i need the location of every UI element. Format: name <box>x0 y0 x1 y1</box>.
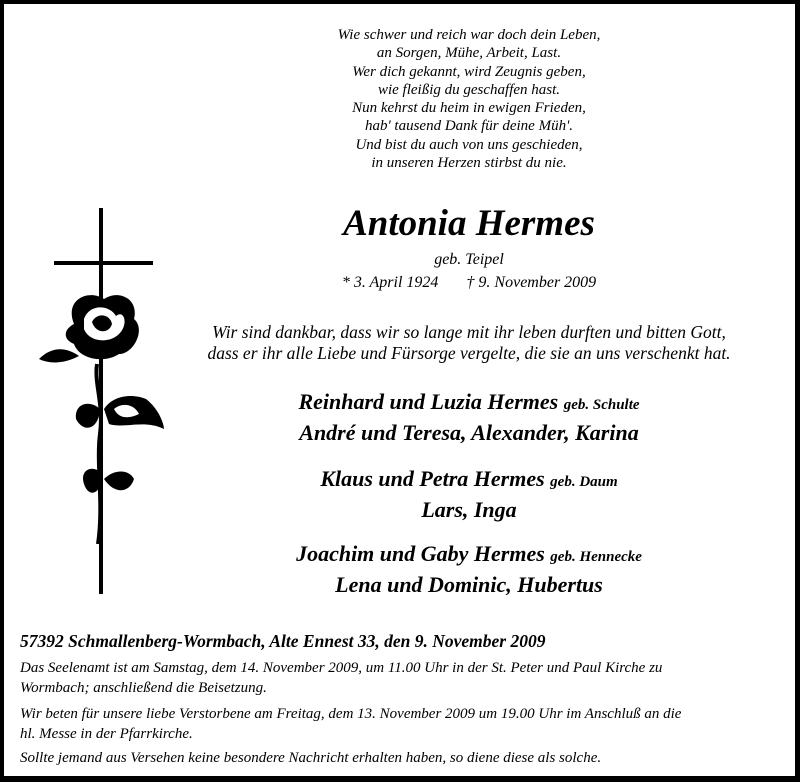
maiden-name: geb. Teipel <box>434 251 504 268</box>
poem-line: hab' tausend Dank für deine Müh'. <box>364 118 574 135</box>
deceased-name: Antonia Hermes <box>343 203 595 244</box>
poem-line: wie fleißig du geschaffen hast. <box>377 81 561 98</box>
thanks-line: Wir sind dankbar, dass wir so lange mit ihr leben durften und bitten Gott, <box>212 322 726 342</box>
family-children: André und Teresa, Alexander, Karina <box>299 420 639 445</box>
thanks-line: dass er ihr alle Liebe und Fürsorge vergelte, die sie an uns verschenkt hat. <box>207 343 731 363</box>
thanks-text <box>174 322 764 364</box>
life-dates <box>174 273 764 293</box>
family-nee: geb. Daum <box>550 474 618 490</box>
family-group <box>174 540 764 599</box>
poem-line: Und bist du auch von uns geschieden, <box>355 136 583 153</box>
family-parents: Klaus und Petra Hermes <box>320 466 545 491</box>
family-group <box>174 388 764 447</box>
paragraph-line: Das Seelenamt ist am Samstag, dem 14. November 2009, um 11.00 Uhr in der St. Peter und Paul Kirche zu <box>20 660 663 676</box>
address-line: 57392 Schmallenberg-Wormbach, Alte Ennest 33, den 9. November 2009 <box>20 631 546 651</box>
poem-line: an Sorgen, Mühe, Arbeit, Last. <box>376 45 562 62</box>
poem-line: Nun kehrst du heim in ewigen Frieden, <box>352 100 586 117</box>
death-date: † 9. November 2009 <box>466 274 597 291</box>
paragraph-line: Wir beten für unsere liebe Verstorbene am Freitag, dem 13. November 2009 um 19.00 Uhr im Anschluß an die <box>20 706 682 722</box>
paragraph-line: hl. Messe in der Pfarrkirche. <box>20 726 193 742</box>
family-parents: Reinhard und Luzia Hermes <box>298 389 559 414</box>
family-children: Lena und Dominic, Hubertus <box>335 572 603 597</box>
paragraph-line: Sollte jemand aus Versehen keine besondere Nachricht erhalten haben, so diene diese als solche. <box>20 750 602 766</box>
funeral-info <box>20 658 662 698</box>
family-nee: geb. Schulte <box>563 397 640 413</box>
poem-line: in unseren Herzen stirbst du nie. <box>371 155 567 172</box>
birth-date: * 3. April 1924 <box>341 274 439 291</box>
family-nee: geb. Hennecke <box>550 549 642 565</box>
notice-sheet <box>4 4 795 776</box>
poem <box>174 26 764 172</box>
notice-disclaimer <box>20 748 601 768</box>
prayer-info <box>20 704 681 744</box>
family-group <box>174 465 764 524</box>
cross-and-rose-icon <box>34 204 174 599</box>
family-parents: Joachim und Gaby Hermes <box>296 541 545 566</box>
poem-line: Wie schwer und reich war doch dein Leben, <box>337 27 601 43</box>
family-children: Lars, Inga <box>421 497 517 522</box>
poem-line: Wer dich gekannt, wird Zeugnis geben, <box>352 63 586 80</box>
paragraph-line: Wormbach; anschließend die Beisetzung. <box>20 680 267 696</box>
